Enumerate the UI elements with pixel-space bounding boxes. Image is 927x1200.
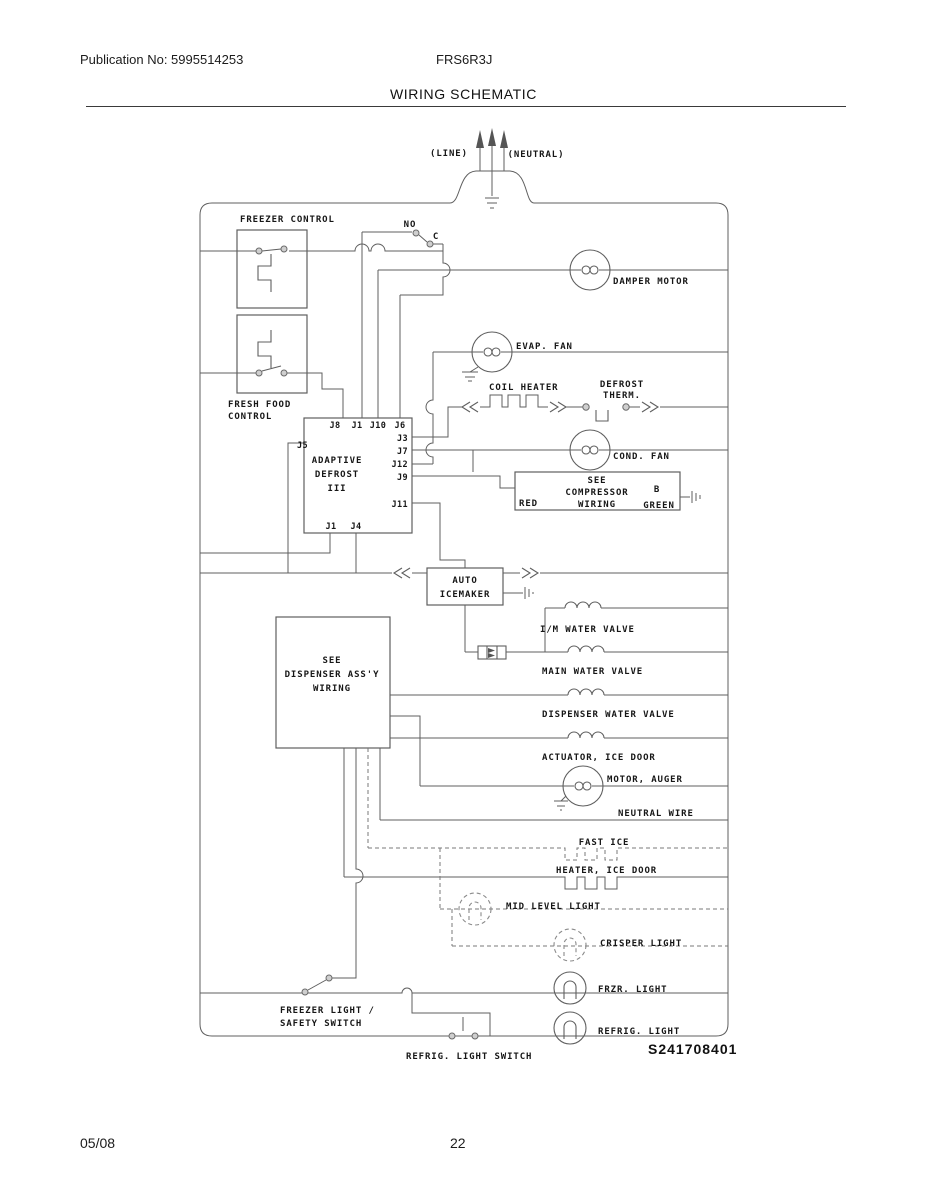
footer-date: 05/08 [80, 1135, 116, 1151]
pin-j8: J8 [329, 421, 341, 431]
dispenser-box [276, 617, 390, 748]
schematic-part-number: S241708401 [648, 1041, 738, 1057]
fast-ice-label: FAST ICE [578, 838, 630, 848]
damper-motor-label: DAMPER MOTOR [613, 277, 689, 287]
pin-j6: J6 [394, 421, 406, 431]
evap-fan-symbol [462, 332, 512, 381]
line-label: (LINE) [430, 149, 468, 159]
pin-j12: J12 [391, 460, 408, 470]
dispenser-water-valve-label: DISPENSER WATER VALVE [542, 710, 675, 720]
outer-border [200, 171, 728, 1036]
damper-motor-symbol [570, 250, 610, 290]
pin-j1-top: J1 [351, 421, 363, 431]
cond-fan-symbol [570, 430, 610, 470]
freezer-control-label: FREEZER CONTROL [240, 215, 335, 225]
freezer-control-box [200, 230, 307, 308]
defrost-termination-switch [413, 230, 433, 247]
green-ground-icon [680, 491, 700, 503]
im-water-valve-label: I/M WATER VALVE [540, 625, 635, 635]
im-water-valve-coil [565, 602, 601, 608]
refrig-light-symbol [554, 1012, 586, 1044]
refrig-light-switch-label: REFRIG. LIGHT SWITCH [406, 1052, 533, 1062]
frzr-light-label: FRZR. LIGHT [598, 985, 668, 995]
neutral-wire-label: NEUTRAL WIRE [618, 809, 694, 819]
publication-number: Publication No: 5995514253 [80, 52, 244, 67]
coil-heater-label: COIL HEATER [489, 383, 559, 393]
board-label-1: ADAPTIVE [311, 456, 363, 466]
dispenser-label-1: SEE [322, 656, 342, 666]
motor-auger-symbol [554, 766, 603, 810]
crisper-light-label: CRISPER LIGHT [600, 939, 683, 949]
neutral-label: (NEUTRAL) [507, 150, 565, 160]
pin-j7: J7 [396, 447, 408, 457]
board-label-3: III [327, 484, 347, 494]
fresh-food-label-2: CONTROL [228, 412, 273, 422]
compressor-label-2: COMPRESSOR [565, 488, 629, 498]
board-label-2: DEFROST [314, 470, 360, 480]
safety-switch-label-2: SAFETY SWITCH [280, 1019, 363, 1029]
model-number: FRS6R3J [436, 52, 493, 67]
main-water-valve-coil [568, 646, 604, 652]
pin-j5: J5 [297, 441, 309, 451]
dispenser-label-3: WIRING [313, 684, 351, 694]
heater-ice-door-label: HEATER, ICE DOOR [556, 866, 658, 876]
pin-j3: J3 [396, 434, 408, 444]
b-wire-label: B [653, 485, 661, 495]
cond-fan-label: COND. FAN [613, 452, 670, 462]
ground-icon [485, 198, 499, 208]
main-water-valve-label: MAIN WATER VALVE [542, 667, 644, 677]
pin-j10: J10 [369, 421, 387, 431]
pin-j1-bottom: J1 [325, 522, 337, 532]
evap-fan-label: EVAP. FAN [516, 342, 573, 352]
fresh-food-control-box [200, 315, 307, 393]
defrost-label: DEFROST [599, 380, 645, 390]
green-wire-label: GREEN [643, 501, 675, 511]
power-cord [476, 128, 508, 208]
pin-j4: J4 [350, 522, 362, 532]
dispenser-water-valve-coil [568, 689, 604, 695]
pin-j9: J9 [396, 473, 408, 483]
actuator-ice-door-label: ACTUATOR, ICE DOOR [542, 753, 656, 763]
footer-page-number: 22 [450, 1135, 466, 1151]
refrig-light-label: REFRIG. LIGHT [598, 1027, 681, 1037]
dispenser-label-2: DISPENSER ASS'Y [284, 670, 380, 680]
therm-label: THERM. [603, 391, 641, 401]
icemaker-label-1: AUTO [452, 576, 478, 586]
defrost-therm-symbol [583, 404, 629, 410]
red-wire-label: RED [519, 499, 538, 509]
motor-auger-label: MOTOR, AUGER [607, 775, 683, 785]
crisper-light-symbol [554, 929, 586, 961]
check-valve-icon [478, 646, 506, 659]
compressor-label-1: SEE [587, 476, 607, 486]
compressor-label-3: WIRING [578, 500, 616, 510]
fresh-food-label-1: FRESH FOOD [228, 400, 292, 410]
c-label: C [432, 232, 440, 242]
mid-level-light-label: MID LEVEL LIGHT [506, 902, 601, 912]
no-label: NO [403, 220, 417, 230]
icemaker-ground-icon [503, 587, 533, 599]
safety-switch-label-1: FREEZER LIGHT / [280, 1006, 375, 1016]
pin-j11: J11 [391, 500, 408, 510]
icemaker-label-2: ICEMAKER [439, 590, 491, 600]
frzr-light-symbol [554, 972, 586, 1004]
wires [200, 232, 728, 1036]
page-title: WIRING SCHEMATIC [389, 86, 537, 102]
freezer-safety-switch-symbol [302, 975, 332, 995]
actuator-ice-door-coil [568, 732, 604, 738]
